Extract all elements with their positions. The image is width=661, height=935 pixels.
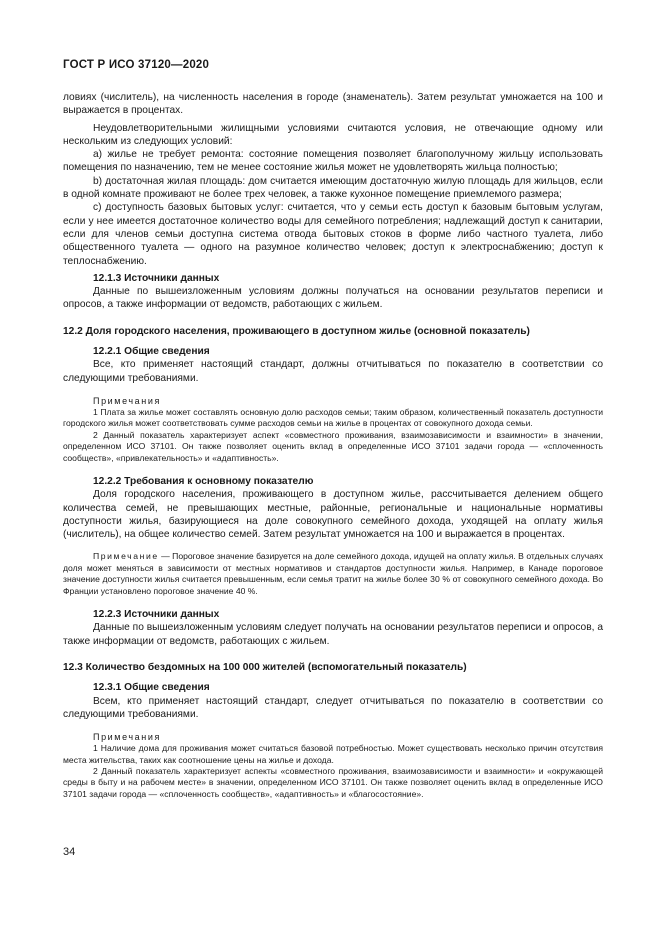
notes-label: Примечания <box>93 395 161 406</box>
note-single <box>63 551 603 597</box>
paragraph: Данные по вышеизложенным условиям должны получаться на основании результатов переписи и опросов, а также информации от ведомств, работающих с жильем. <box>63 286 603 311</box>
list-item-a: а) жилье не требует ремонта: состояние помещения позволяет благополучному жильцу использовать помещения по назначению, тем не менее состояние жилья может не удовлетворять жильца полностью; <box>63 149 603 174</box>
paragraph: Все, кто применяет настоящий стандарт, должны отчитываться по показателю в соответствии со следующими требованиями. <box>63 359 603 384</box>
note-text: — Пороговое значение базируется на доле семейного дохода, идущей на оплату жилья. В отдельных случаях доля может меняться в зависимости от местных нормативов и стандартов доступности жилья. Например, в Канаде пороговое значение доступности жилья считается превышенным, если семья тратит на жилье более 30 % от совокупного семейного дохода. Во Франции установлено пороговое значение 40 %. <box>63 551 603 596</box>
note-item: 2 Данный показатель характеризует аспекты «совместного проживания, взаимозависимости и взаимности» и «окружающей среды в быту и на рабочем месте» в значении, определенном ИСО 37101. Он также позволяет оценить вклад в определенные ИСО 37101 задачи города — «сплоченность сообществ», «адаптивность» и «благосостояние». <box>63 765 603 799</box>
section-heading-12-2: 12.2 Доля городского населения, проживающего в доступном жилье (основной показатель) <box>63 325 530 337</box>
paragraph: Неудовлетворительными жилищными условиями считаются условия, не отвечающие одному или нескольким из следующих условий: <box>63 122 603 147</box>
list-item-b: b) достаточная жилая площадь: дом считается имеющим достаточную жилую площадь для жильцов, если в одной комнате проживают не более трех человек, а также кухонное помещение приемлемого размера; <box>63 175 603 201</box>
section-heading-12-3-1: 12.3.1 Общие сведения <box>93 682 210 694</box>
paragraph: Данные по вышеизложенным условиям следует получать на основании результатов переписи и опросов, а также информации от ведомств, работающих с жильем. <box>63 622 603 647</box>
paragraph: ловиях (числитель), на численность населения в городе (знаменатель). Затем результат умножается на 100 и выражается в процентах. <box>63 92 603 117</box>
paragraph: Доля городского населения, проживающего в доступном жилье, рассчитывается делением общего количества семей, не превышающих местные, районные, региональные и национальные нормативы доступности жилья, базирующиеся на доле совокупного семейного дохода, уходящей на оплату жилья (числитель), на общее количество семей. Затем результат умножается на 100 и выражается в процентах. <box>63 489 603 541</box>
note-item: 1 Наличие дома для проживания может считаться базовой потребностью. Может существовать несколько причин отсутствия места жительства, таких как соотношение цены на жилье и дохода. <box>63 743 603 765</box>
note-label: Примечание <box>93 551 159 562</box>
notes-label: Примечания <box>93 732 161 743</box>
note-item: 2 Данный показатель характеризует аспект «совместного проживания, взаимозависимости и взаимности» в значении, определенном ИСО 37101. Он также позволяет оценить вклад в определенные ИСО 37101 задачи города — «сплоченность сообществ», «привлекательность» и «адаптивность». <box>63 429 603 463</box>
section-heading-12-2-2: 12.2.2 Требования к основному показателю <box>93 475 314 487</box>
list-item-c: с) доступность базовых бытовых услуг: считается, что у семьи есть доступ к базовым бытовым услугам, если у нее имеется достаточное количество воды для семейного потребления; надлежащий доступ к санитарии, если для членов семьи доступна система отвода бытовых стоков в форме либо частного туалета, либо общественного туалета — одного на разумное количество человек; доступ к электроснабжению; доступ к теплоснабжению. <box>63 202 603 267</box>
page-number: 34 <box>63 846 76 858</box>
page-header: ГОСТ Р ИСО 37120—2020 <box>63 59 210 71</box>
paragraph: Всем, кто применяет настоящий стандарт, следует отчитываться по показателю в соответствии со следующими требованиями. <box>63 695 603 720</box>
section-heading-12-2-3: 12.2.3 Источники данных <box>93 609 220 621</box>
section-heading-12-1-3: 12.1.3 Источники данных <box>93 272 220 284</box>
section-heading-12-3: 12.3 Количество бездомных на 100 000 жителей (вспомогательный показатель) <box>63 661 467 673</box>
note-item: 1 Плата за жилье может составлять основную долю расходов семьи; таким образом, количественный показатель доступности городского жилья может соответствовать сумме расходов семьи на жилье в процентах от совокупного дохода семьи. <box>63 406 603 429</box>
section-heading-12-2-1: 12.2.1 Общие сведения <box>93 346 210 358</box>
document-body <box>63 91 603 800</box>
